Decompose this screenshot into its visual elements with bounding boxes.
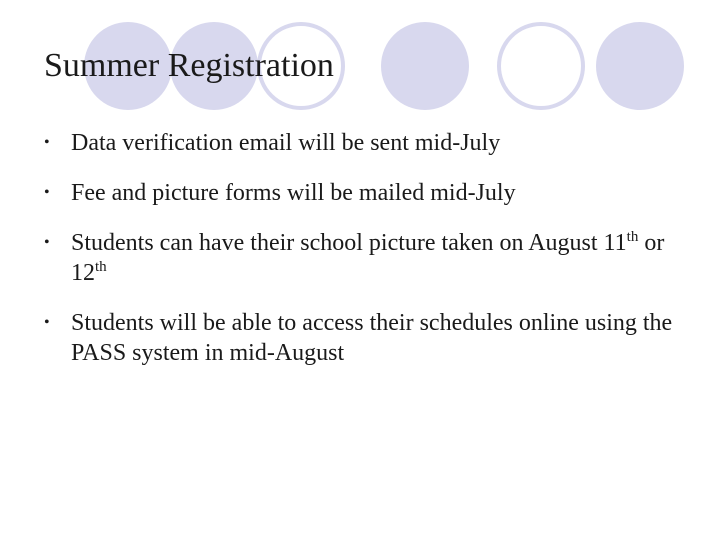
bullet-icon: • xyxy=(44,234,50,251)
bullet-item xyxy=(44,128,684,158)
decorative-circle xyxy=(381,22,469,110)
bullet-item xyxy=(44,178,684,208)
bullet-text: Fee and picture forms will be mailed mid-July xyxy=(71,180,516,206)
ordinal-suffix: th xyxy=(95,259,107,275)
decorative-circle xyxy=(596,22,684,110)
bullet-item xyxy=(44,228,684,288)
bullet-icon: • xyxy=(44,314,50,331)
bullet-icon: • xyxy=(44,134,50,151)
bullet-list xyxy=(44,128,684,388)
slide-title: Summer Registration xyxy=(44,47,334,84)
bullet-text-part: Students can have their school picture taken on August 11 xyxy=(71,230,627,256)
bullet-text xyxy=(71,230,664,286)
bullet-text-part: or 12 xyxy=(71,230,665,286)
bullet-text: Students will be able to access their schedules online using the PASS system in mid-August xyxy=(71,310,673,366)
ordinal-suffix: th xyxy=(626,229,639,245)
bullet-item xyxy=(44,308,684,368)
bullet-text: Data verification email will be sent mid-July xyxy=(71,130,501,156)
bullet-icon: • xyxy=(44,184,50,201)
decorative-ring xyxy=(497,22,585,110)
